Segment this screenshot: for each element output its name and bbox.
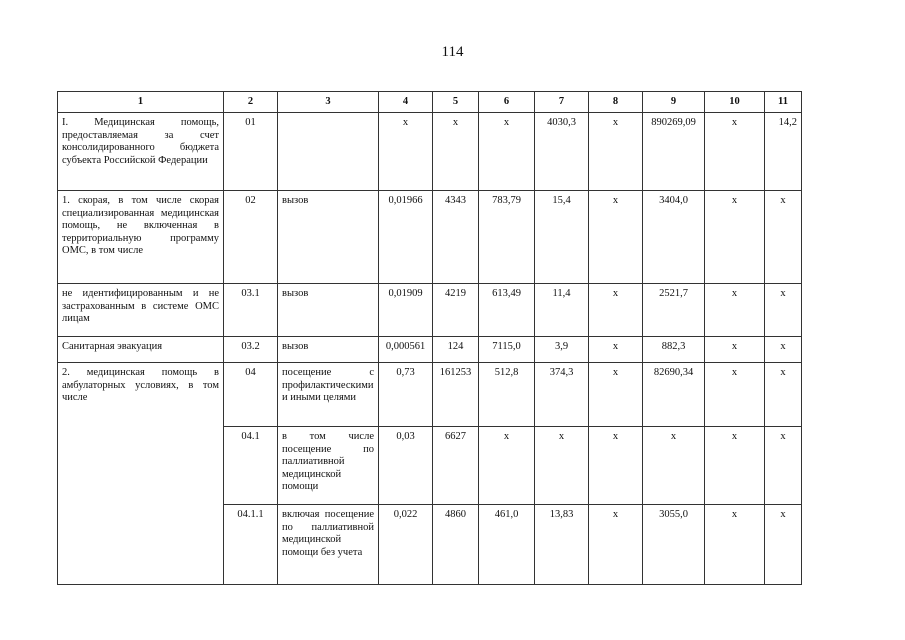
cell: 4030,3	[535, 113, 589, 191]
cell: х	[765, 427, 802, 505]
cell: 4343	[433, 191, 479, 284]
unit-cell: вызов	[278, 284, 379, 337]
cell: х	[705, 427, 765, 505]
unit-cell: в том числе посещение по паллиативной медицинской помощи	[278, 427, 379, 505]
cell: 0,000561	[379, 337, 433, 363]
cell: х	[479, 113, 535, 191]
col-header: 4	[379, 92, 433, 113]
table-row	[58, 113, 802, 191]
col-header: 6	[479, 92, 535, 113]
cell: 0,01966	[379, 191, 433, 284]
unit-cell: вызов	[278, 191, 379, 284]
cell: х	[589, 113, 643, 191]
cell: х	[705, 505, 765, 585]
unit-cell	[278, 113, 379, 191]
unit-cell: посещение с профилактическими и иными целями	[278, 363, 379, 427]
cell: 374,3	[535, 363, 589, 427]
cell: 512,8	[479, 363, 535, 427]
data-table	[57, 91, 802, 585]
cell: х	[643, 427, 705, 505]
row-code: 04.1.1	[224, 505, 278, 585]
cell: х	[589, 427, 643, 505]
table-row	[58, 363, 802, 427]
cell: х	[705, 113, 765, 191]
cell: х	[705, 337, 765, 363]
col-header: 10	[705, 92, 765, 113]
cell: 882,3	[643, 337, 705, 363]
row-name: не идентифицированным и не застрахованным в системе ОМС лицам	[58, 284, 224, 337]
col-header: 9	[643, 92, 705, 113]
cell: х	[765, 191, 802, 284]
cell: 461,0	[479, 505, 535, 585]
cell: 15,4	[535, 191, 589, 284]
col-header: 2	[224, 92, 278, 113]
cell: х	[589, 284, 643, 337]
cell: 3,9	[535, 337, 589, 363]
cell: х	[705, 284, 765, 337]
cell: х	[765, 505, 802, 585]
cell: х	[589, 363, 643, 427]
col-header: 11	[765, 92, 802, 113]
cell: 4860	[433, 505, 479, 585]
cell: 14,2	[765, 113, 802, 191]
cell: х	[705, 363, 765, 427]
cell: 7115,0	[479, 337, 535, 363]
row-name: 1. скорая, в том числе скорая специализированная медицинская помощь, не включенная в территориальную программу ОМС, в том числе	[58, 191, 224, 284]
cell: 4219	[433, 284, 479, 337]
header-row	[58, 92, 802, 113]
row-name: 2. медицинская помощь в амбулаторных условиях, в том числе	[58, 363, 224, 585]
row-code: 03.1	[224, 284, 278, 337]
row-code: 04.1	[224, 427, 278, 505]
row-name: I. Медицинская помощь, предоставляемая за счет консолидированного бюджета субъекта Российской Федерации	[58, 113, 224, 191]
cell: х	[589, 505, 643, 585]
col-header: 8	[589, 92, 643, 113]
cell: х	[379, 113, 433, 191]
cell: х	[589, 337, 643, 363]
unit-cell: включая посещение по паллиативной медицинской помощи без учета	[278, 505, 379, 585]
cell: 0,73	[379, 363, 433, 427]
cell: 82690,34	[643, 363, 705, 427]
cell: 2521,7	[643, 284, 705, 337]
col-header: 7	[535, 92, 589, 113]
cell: 161253	[433, 363, 479, 427]
cell: х	[765, 337, 802, 363]
cell: 0,03	[379, 427, 433, 505]
cell: 11,4	[535, 284, 589, 337]
row-code: 01	[224, 113, 278, 191]
unit-cell: вызов	[278, 337, 379, 363]
page-number: 114	[441, 44, 464, 60]
cell: 613,49	[479, 284, 535, 337]
cell: 124	[433, 337, 479, 363]
cell: 3404,0	[643, 191, 705, 284]
cell: х	[479, 427, 535, 505]
cell: 3055,0	[643, 505, 705, 585]
row-code: 04	[224, 363, 278, 427]
cell: 13,83	[535, 505, 589, 585]
cell: х	[765, 363, 802, 427]
cell: 890269,09	[643, 113, 705, 191]
col-header: 3	[278, 92, 379, 113]
cell: х	[705, 191, 765, 284]
cell: 0,01909	[379, 284, 433, 337]
cell: х	[433, 113, 479, 191]
cell: х	[589, 191, 643, 284]
col-header: 5	[433, 92, 479, 113]
table-row	[58, 284, 802, 337]
table-row	[58, 337, 802, 363]
cell: х	[765, 284, 802, 337]
cell: 6627	[433, 427, 479, 505]
cell: 783,79	[479, 191, 535, 284]
table-row	[58, 191, 802, 284]
row-code: 03.2	[224, 337, 278, 363]
cell: 0,022	[379, 505, 433, 585]
cell: х	[535, 427, 589, 505]
row-code: 02	[224, 191, 278, 284]
row-name: Санитарная эвакуация	[58, 337, 224, 363]
col-header: 1	[58, 92, 224, 113]
